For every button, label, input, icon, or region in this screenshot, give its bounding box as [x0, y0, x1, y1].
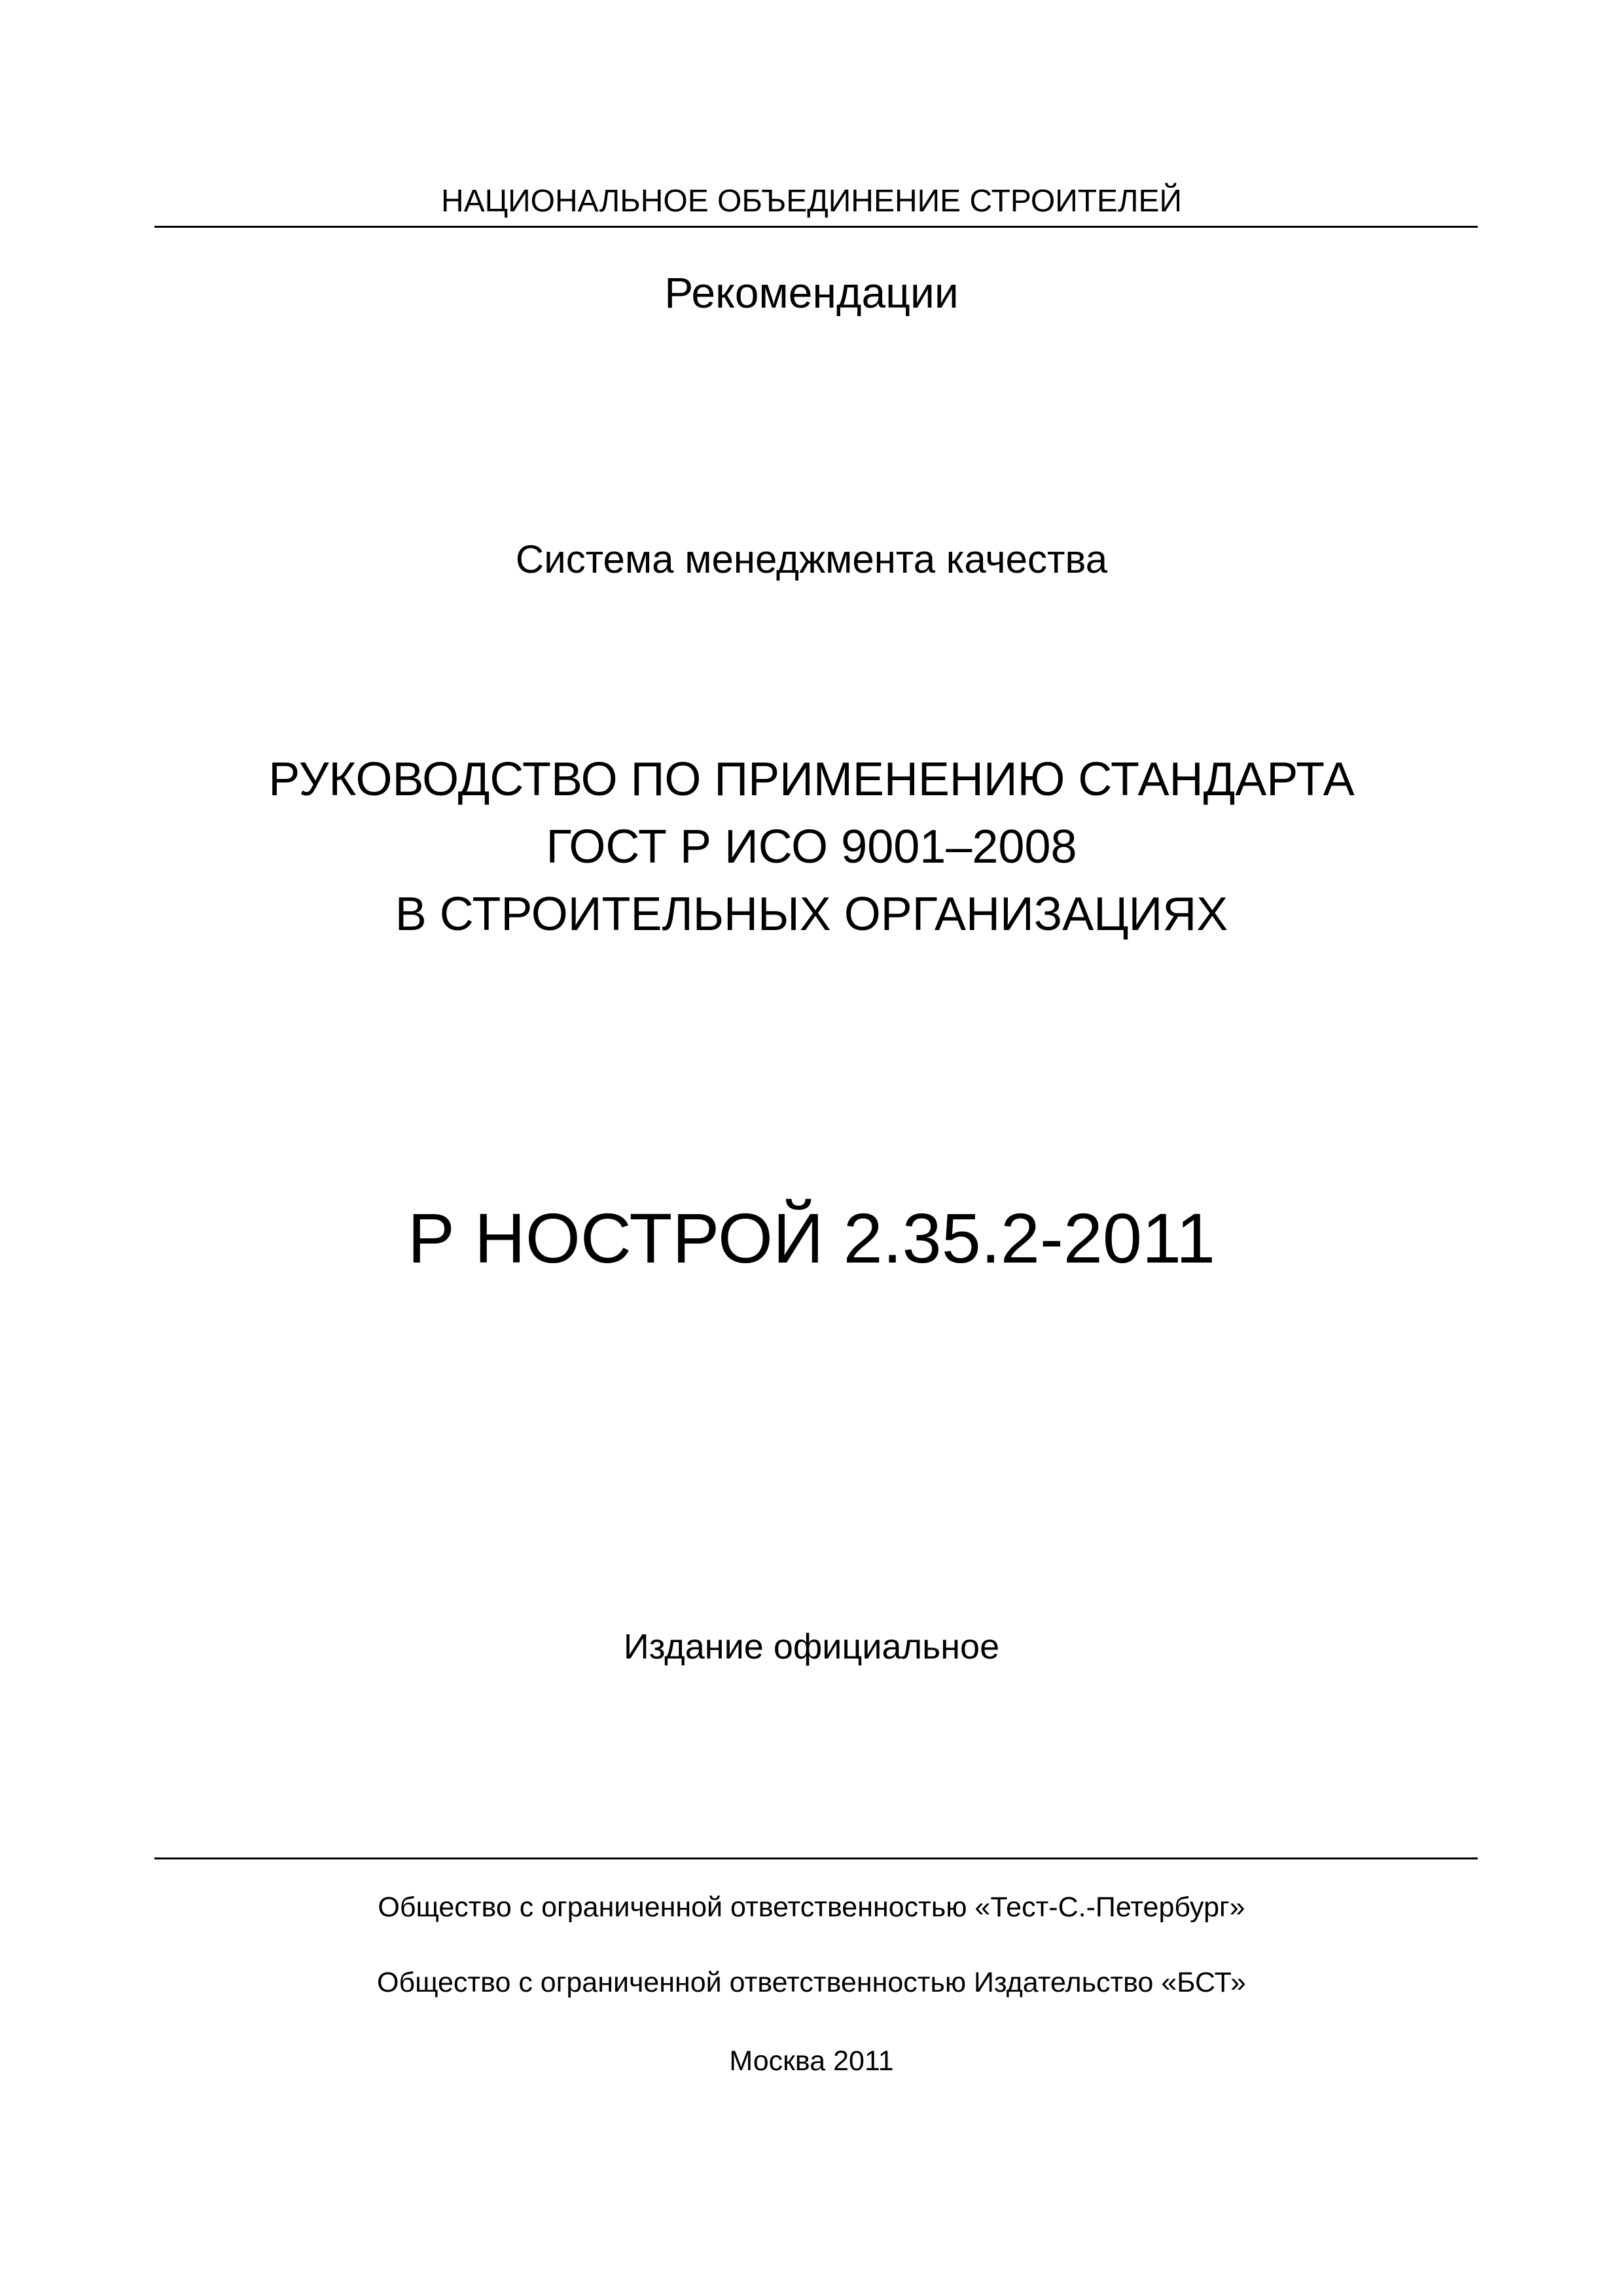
document-code: Р НОСТРОЙ 2.35.2-2011: [407, 1198, 1216, 1278]
publisher-line: Общество с ограниченной ответственностью Издательство «БСТ»: [377, 1967, 1246, 1998]
publisher-line: Общество с ограниченной ответственностью «Тест-С.-Петербург»: [378, 1892, 1245, 1923]
footer-divider: [154, 1857, 1478, 1859]
edition-label: Издание официальное: [623, 1627, 1000, 1666]
main-title-line: РУКОВОДСТВО ПО ПРИМЕНЕНИЮ СТАНДАРТА: [268, 753, 1355, 806]
main-title-line: В СТРОИТЕЛЬНЫХ ОРГАНИЗАЦИЯХ: [395, 888, 1228, 941]
document-type: Рекомендации: [664, 268, 959, 317]
main-title-line: ГОСТ Р ИСО 9001–2008: [546, 821, 1077, 873]
main-title: [0, 746, 1623, 948]
place-year: Москва 2011: [729, 2045, 894, 2077]
header-divider: [154, 226, 1478, 228]
organization-header: НАЦИОНАЛЬНОЕ ОБЪЕДИНЕНИЕ СТРОИТЕЛЕЙ: [440, 184, 1183, 219]
system-title: Система менеджмента качества: [515, 537, 1108, 581]
